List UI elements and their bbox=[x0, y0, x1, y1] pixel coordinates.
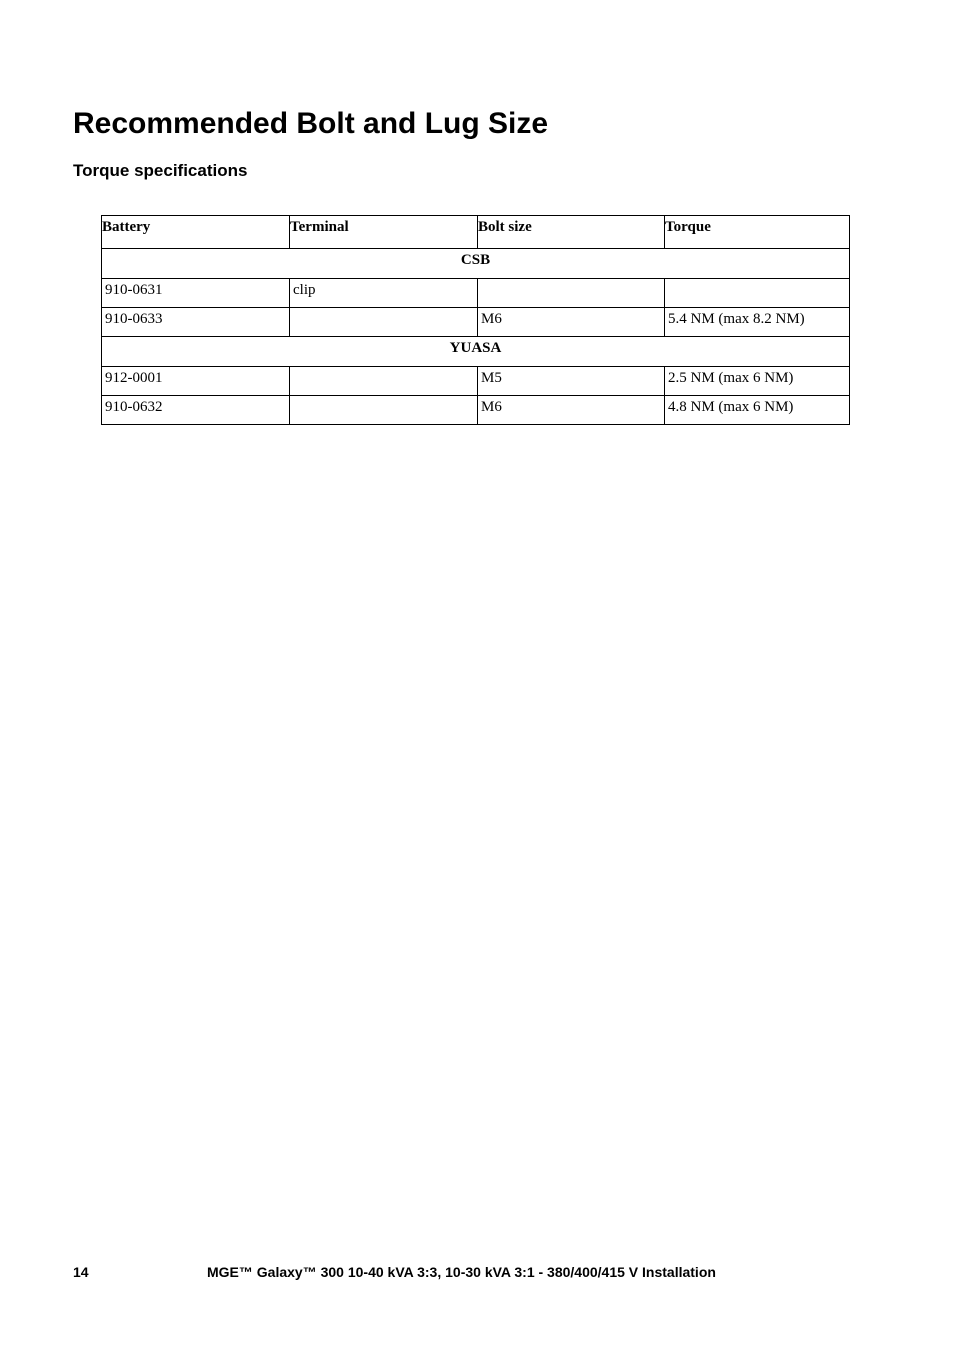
cell-battery: 912-0001 bbox=[102, 367, 290, 396]
cell-terminal: clip bbox=[290, 279, 478, 308]
group-label: YUASA bbox=[102, 337, 850, 367]
cell-torque: 5.4 NM (max 8.2 NM) bbox=[665, 308, 850, 337]
table-row bbox=[102, 396, 850, 425]
cell-terminal bbox=[290, 396, 478, 425]
cell-battery: 910-0631 bbox=[102, 279, 290, 308]
column-header-battery: Battery bbox=[102, 216, 290, 249]
cell-terminal bbox=[290, 308, 478, 337]
cell-battery: 910-0633 bbox=[102, 308, 290, 337]
torque-spec-table bbox=[101, 215, 850, 425]
page-title: Recommended Bolt and Lug Size bbox=[73, 107, 549, 140]
cell-bolt-size: M5 bbox=[478, 367, 665, 396]
document-title: MGE™ Galaxy™ 300 10-40 kVA 3:3, 10-30 kVA 3:1 - 380/400/415 V Installation bbox=[207, 1264, 716, 1280]
cell-battery: 910-0632 bbox=[102, 396, 290, 425]
cell-torque: 4.8 NM (max 6 NM) bbox=[665, 396, 850, 425]
page-number: 14 bbox=[73, 1264, 89, 1280]
column-header-torque: Torque bbox=[665, 216, 850, 249]
cell-terminal bbox=[290, 367, 478, 396]
cell-torque bbox=[665, 279, 850, 308]
cell-bolt-size: M6 bbox=[478, 308, 665, 337]
group-row-csb bbox=[102, 249, 850, 279]
group-label: CSB bbox=[102, 249, 850, 279]
column-header-bolt-size: Bolt size bbox=[478, 216, 665, 249]
table-header-row bbox=[102, 216, 850, 249]
cell-bolt-size: M6 bbox=[478, 396, 665, 425]
cell-torque: 2.5 NM (max 6 NM) bbox=[665, 367, 850, 396]
table-row bbox=[102, 367, 850, 396]
section-title: Torque specifications bbox=[73, 161, 248, 180]
cell-bolt-size bbox=[478, 279, 665, 308]
group-row-yuasa bbox=[102, 337, 850, 367]
table-row bbox=[102, 279, 850, 308]
table-row bbox=[102, 308, 850, 337]
column-header-terminal: Terminal bbox=[290, 216, 478, 249]
